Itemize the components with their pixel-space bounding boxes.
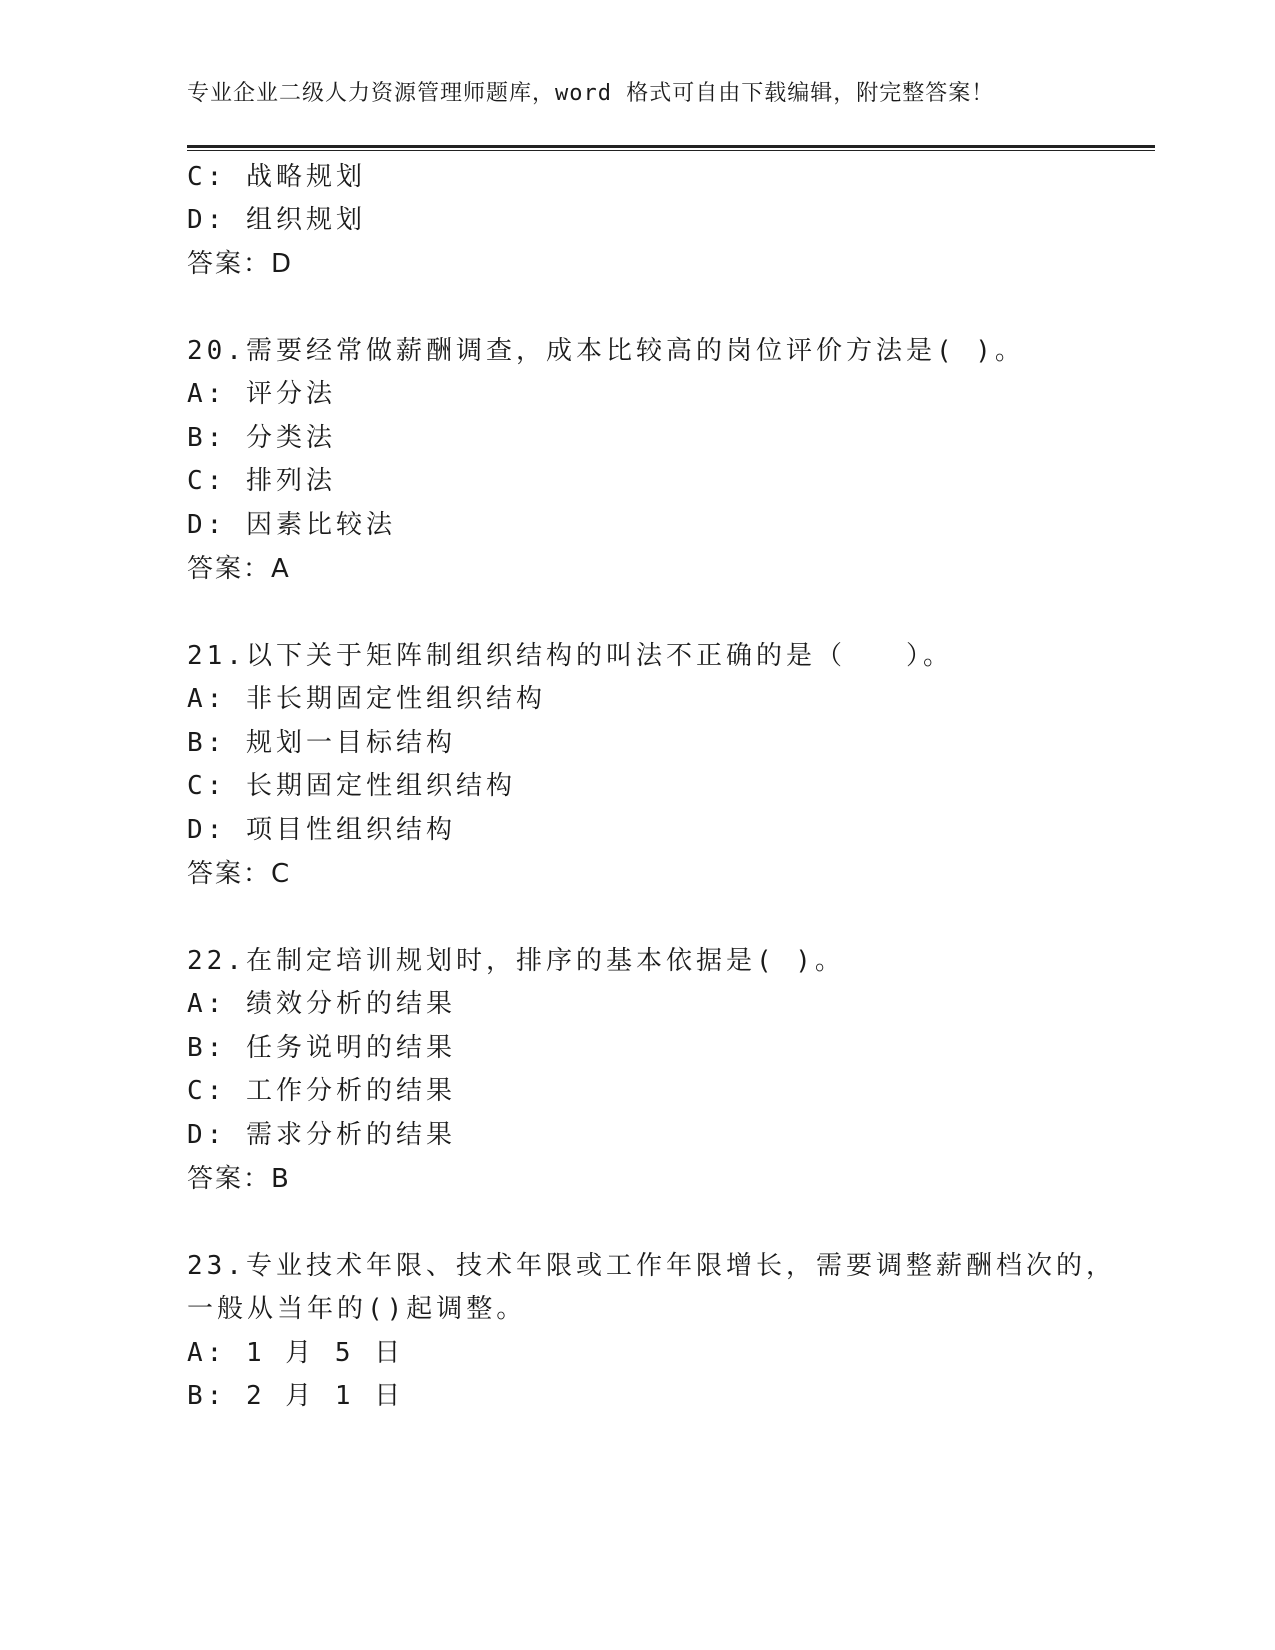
q20-option-c: C: 排列法 (187, 466, 336, 496)
q23-option-b: B: 2 月 1 日 (187, 1381, 405, 1411)
q22-option-b: B: 任务说明的结果 (187, 1033, 456, 1063)
q20-option-b: B: 分类法 (187, 423, 336, 453)
q22-option-d: D: 需求分析的结果 (187, 1120, 456, 1150)
q23-question-line-2: 一般从当年的()起调整。 (187, 1294, 527, 1324)
q20-question: 20.需要经常做薪酬调查，成本比较高的岗位评价方法是( )。 (187, 336, 1025, 366)
q21-option-d: D: 项目性组织结构 (187, 815, 456, 845)
q23-question-line-1: 23.专业技术年限、技术年限或工作年限增长，需要调整薪酬档次的， (187, 1251, 1116, 1281)
q21-option-b: B: 规划一目标结构 (187, 728, 456, 758)
header-divider (187, 145, 1155, 151)
q22-question: 22.在制定培训规划时，排序的基本依据是( )。 (187, 946, 845, 976)
q19-option-c: C: 战略规划 (187, 162, 366, 192)
q23-option-a: A: 1 月 5 日 (187, 1338, 405, 1368)
q20-option-a: A: 评分法 (187, 379, 336, 409)
q21-option-a: A: 非长期固定性组织结构 (187, 684, 546, 714)
q19-option-d: D: 组织规划 (187, 205, 366, 235)
q22-answer: 答案：B (187, 1164, 291, 1194)
q22-option-a: A: 绩效分析的结果 (187, 989, 456, 1019)
q21-option-c: C: 长期固定性组织结构 (187, 771, 516, 801)
page-header: 专业企业二级人力资源管理师题库，word 格式可自由下载编辑，附完整答案！ (187, 81, 995, 106)
q22-option-c: C: 工作分析的结果 (187, 1076, 456, 1106)
q20-answer: 答案：A (187, 554, 291, 584)
q19-answer: 答案：D (187, 249, 294, 279)
q20-option-d: D: 因素比较法 (187, 510, 396, 540)
q21-question: 21.以下关于矩阵制组织结构的叫法不正确的是（ ）。 (187, 641, 953, 671)
q21-answer: 答案：C (187, 859, 292, 889)
